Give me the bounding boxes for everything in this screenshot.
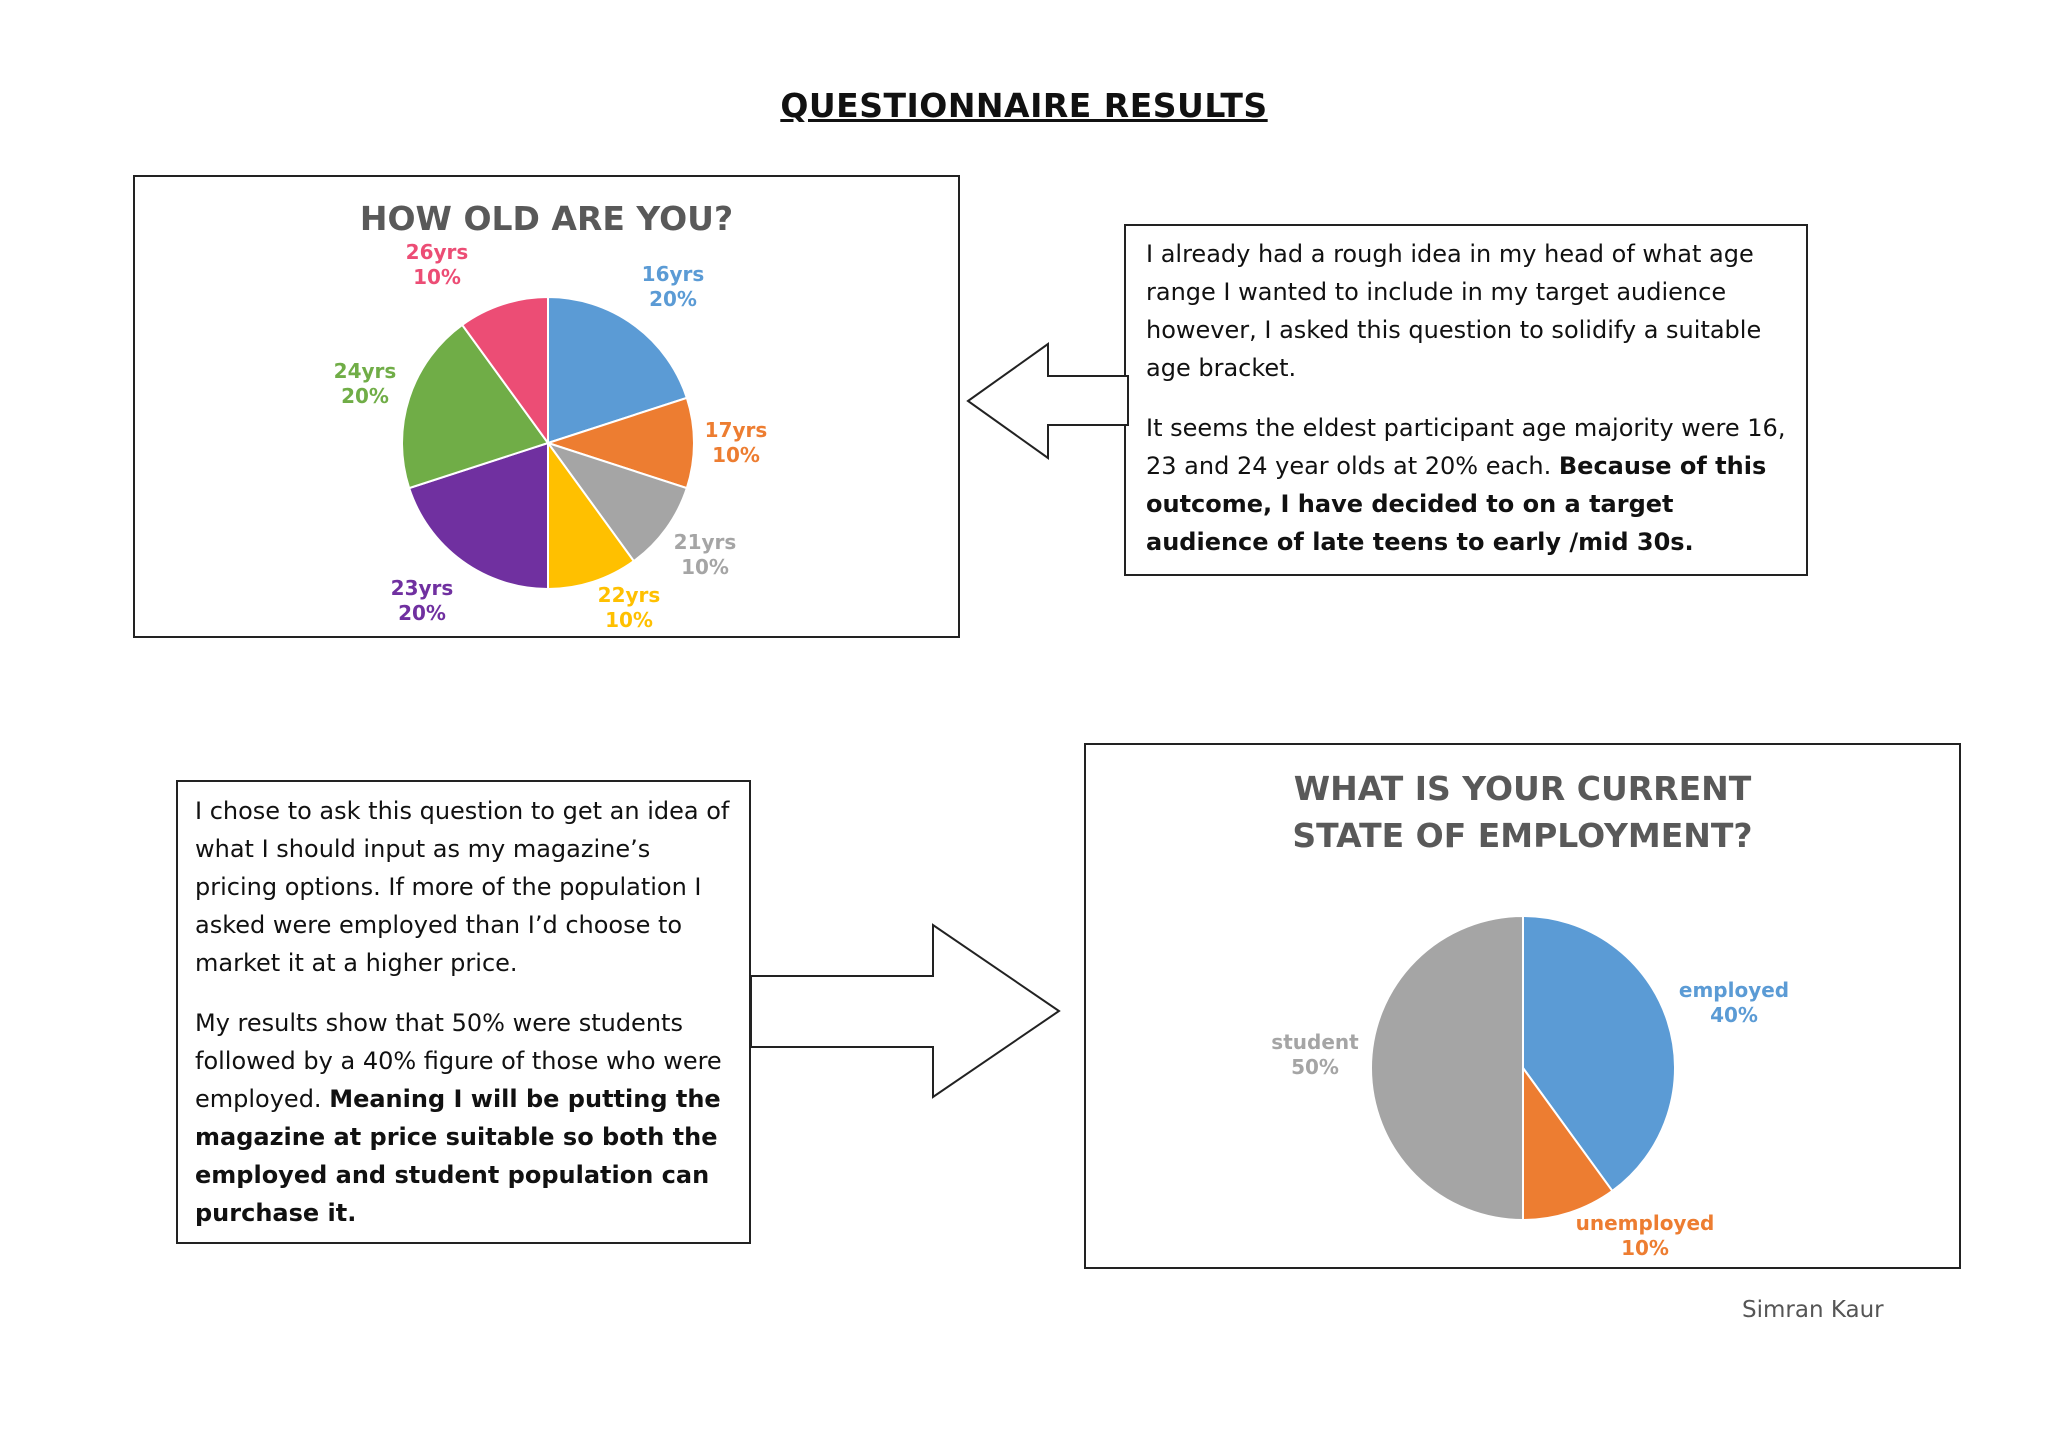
employment-chart-frame	[1084, 743, 1961, 1269]
age-note-plain-text: It seems the eldest participant age majority were 16, 23 and 24 year olds at 20% each.	[1146, 414, 1786, 480]
employment-note-box	[176, 780, 751, 1244]
data-label-16yrs-percent: 20%	[649, 287, 697, 311]
data-label-student: student	[1271, 1030, 1359, 1054]
data-label-employed: employed	[1678, 978, 1790, 1002]
employment-note-paragraph-2	[195, 1004, 735, 1232]
employment-chart-title: WHAT IS YOUR CURRENT STATE OF EMPLOYMENT?	[1292, 769, 1753, 855]
data-label-22yrs: 22yrs	[597, 583, 661, 607]
data-label-employed-percent: 40%	[1710, 1003, 1758, 1027]
data-label-21yrs: 21yrs	[673, 530, 737, 554]
employment-note-plain-text: My results show that 50% were students followed by a 40% figure of those who were employed.	[195, 1009, 722, 1113]
pie-slice-student	[1371, 916, 1523, 1220]
data-label-24yrs: 24yrs	[333, 359, 397, 383]
data-label-21yrs-percent: 10%	[681, 555, 729, 579]
employment-pie-chart	[1086, 745, 1963, 1271]
data-label-24yrs-percent: 20%	[341, 384, 389, 408]
data-label-22yrs-percent: 10%	[605, 608, 653, 632]
age-note-box	[1124, 224, 1808, 576]
author-signature: Simran Kaur	[1742, 1297, 1884, 1323]
data-label-student-percent: 50%	[1291, 1055, 1339, 1079]
data-label-23yrs: 23yrs	[390, 576, 454, 600]
left-arrow-icon	[966, 342, 1130, 460]
employment-note-paragraph-1: I chose to ask this question to get an idea of what I should input as my magazine’s pricing options. If more of the population I asked were employed than I’d choose to market it at a higher price.	[195, 797, 730, 977]
age-note-paragraph-2	[1146, 409, 1788, 561]
data-label-17yrs: 17yrs	[704, 418, 768, 442]
data-label-16yrs: 16yrs	[641, 262, 705, 286]
data-label-17yrs-percent: 10%	[712, 443, 760, 467]
employment-note-bold-text: Meaning I will be putting the magazine at price suitable so both the employed and student population can purchase it.	[195, 1085, 721, 1227]
data-label-unemployed: unemployed	[1575, 1211, 1715, 1235]
data-label-unemployed-percent: 10%	[1621, 1236, 1669, 1260]
data-label-23yrs-percent: 20%	[398, 601, 446, 625]
right-arrow-icon	[749, 923, 1061, 1099]
age-note-paragraph-1: I already had a rough idea in my head of what age range I wanted to include in my target audience however, I asked this question to solidify a suitable age bracket.	[1146, 240, 1762, 382]
page-title: QUESTIONNAIRE RESULTS	[780, 86, 1268, 125]
data-label-26yrs: 26yrs	[405, 240, 469, 264]
age-pie-chart	[135, 177, 962, 640]
age-chart-frame	[133, 175, 960, 638]
age-note-bold-text: Because of this outcome, I have decided to on a target audience of late teens to early /mid 30s.	[1146, 452, 1767, 556]
data-label-26yrs-percent: 10%	[413, 265, 461, 289]
age-chart-title: HOW OLD ARE YOU?	[359, 199, 734, 238]
